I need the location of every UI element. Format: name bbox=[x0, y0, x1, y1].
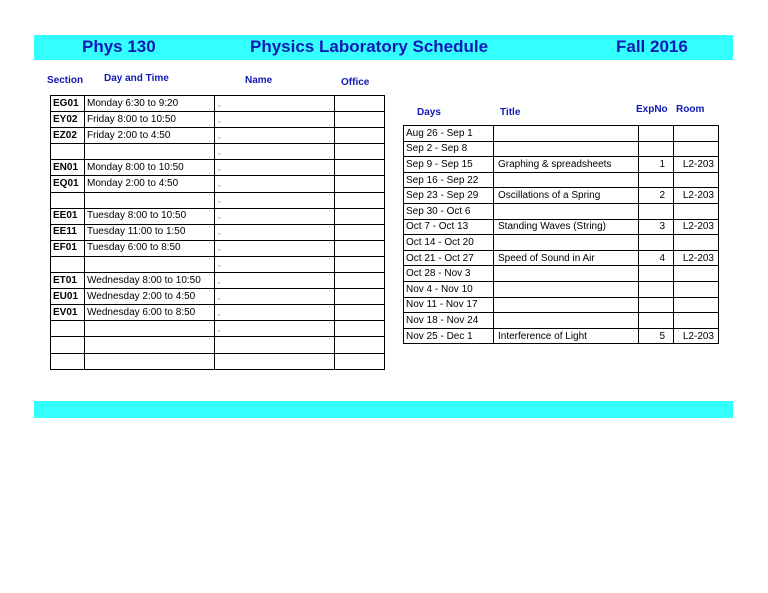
instructor-name: , bbox=[215, 128, 335, 144]
experiment-number bbox=[639, 281, 674, 297]
section-time: Tuesday 6:00 to 8:50 bbox=[85, 240, 215, 256]
schedule-row bbox=[404, 219, 719, 235]
lab-room: L2-203 bbox=[674, 250, 719, 266]
lab-room: L2-203 bbox=[674, 157, 719, 173]
instructor-office bbox=[335, 273, 385, 289]
week-range: Sep 16 - Sep 22 bbox=[404, 172, 494, 188]
section-time bbox=[85, 321, 215, 337]
section-code bbox=[51, 337, 85, 353]
experiment-number: 4 bbox=[639, 250, 674, 266]
section-row bbox=[51, 240, 385, 256]
section-row bbox=[51, 192, 385, 208]
section-time bbox=[85, 337, 215, 353]
room-header: Room bbox=[676, 104, 705, 115]
days-header: Days bbox=[417, 107, 441, 118]
instructor-name: , bbox=[215, 176, 335, 192]
instructor-name: , bbox=[215, 144, 335, 160]
instructor-office bbox=[335, 289, 385, 305]
schedule-row bbox=[404, 126, 719, 142]
week-range: Sep 23 - Sep 29 bbox=[404, 188, 494, 204]
section-row bbox=[51, 208, 385, 224]
instructor-office bbox=[335, 353, 385, 369]
section-row bbox=[51, 256, 385, 272]
experiment-title bbox=[494, 281, 639, 297]
section-table bbox=[50, 95, 385, 370]
week-range: Nov 11 - Nov 17 bbox=[404, 297, 494, 313]
week-range: Oct 28 - Nov 3 bbox=[404, 266, 494, 282]
section-time: Wednesday 6:00 to 8:50 bbox=[85, 305, 215, 321]
experiment-title bbox=[494, 297, 639, 313]
experiment-title bbox=[494, 172, 639, 188]
schedule-row bbox=[404, 157, 719, 173]
experiment-number bbox=[639, 266, 674, 282]
section-row bbox=[51, 160, 385, 176]
instructor-name: , bbox=[215, 289, 335, 305]
instructor-office bbox=[335, 321, 385, 337]
lab-room bbox=[674, 297, 719, 313]
week-range: Sep 2 - Sep 8 bbox=[404, 141, 494, 157]
experiment-number bbox=[639, 235, 674, 251]
experiment-number bbox=[639, 297, 674, 313]
office-header: Office bbox=[341, 77, 370, 88]
week-range: Nov 4 - Nov 10 bbox=[404, 281, 494, 297]
instructor-office bbox=[335, 256, 385, 272]
section-time: Friday 2:00 to 4:50 bbox=[85, 128, 215, 144]
week-range: Sep 30 - Oct 6 bbox=[404, 203, 494, 219]
experiment-number bbox=[639, 126, 674, 142]
instructor-name: , bbox=[215, 96, 335, 112]
term-label: Fall 2016 bbox=[616, 37, 688, 56]
section-time: Tuesday 8:00 to 10:50 bbox=[85, 208, 215, 224]
schedule-row bbox=[404, 141, 719, 157]
instructor-name: , bbox=[215, 112, 335, 128]
experiment-title bbox=[494, 313, 639, 329]
section-time: Friday 8:00 to 10:50 bbox=[85, 112, 215, 128]
experiment-title: Interference of Light bbox=[494, 328, 639, 344]
lab-room bbox=[674, 235, 719, 251]
instructor-office bbox=[335, 160, 385, 176]
section-code bbox=[51, 321, 85, 337]
instructor-name bbox=[215, 337, 335, 353]
section-row bbox=[51, 305, 385, 321]
section-code: EV01 bbox=[51, 305, 85, 321]
instructor-office bbox=[335, 128, 385, 144]
experiment-title bbox=[494, 203, 639, 219]
section-time: Tuesday 11:00 to 1:50 bbox=[85, 224, 215, 240]
instructor-name: , bbox=[215, 208, 335, 224]
instructor-name: , bbox=[215, 273, 335, 289]
section-code: EE11 bbox=[51, 224, 85, 240]
name-header: Name bbox=[245, 75, 273, 86]
instructor-name: , bbox=[215, 256, 335, 272]
title-header: Title bbox=[500, 107, 521, 118]
lab-room bbox=[674, 141, 719, 157]
experiment-title bbox=[494, 235, 639, 251]
week-range: Oct 21 - Oct 27 bbox=[404, 250, 494, 266]
experiment-number: 1 bbox=[639, 157, 674, 173]
schedule-row bbox=[404, 172, 719, 188]
instructor-office bbox=[335, 240, 385, 256]
schedule-row bbox=[404, 266, 719, 282]
experiment-number bbox=[639, 172, 674, 188]
experiment-title: Speed of Sound in Air bbox=[494, 250, 639, 266]
lab-room bbox=[674, 203, 719, 219]
section-row bbox=[51, 128, 385, 144]
section-code: EN01 bbox=[51, 160, 85, 176]
section-header: Section bbox=[47, 75, 84, 86]
section-time bbox=[85, 192, 215, 208]
experiment-number: 3 bbox=[639, 219, 674, 235]
instructor-name: , bbox=[215, 305, 335, 321]
section-row bbox=[51, 144, 385, 160]
schedule-row bbox=[404, 281, 719, 297]
experiment-title: Oscillations of a Spring bbox=[494, 188, 639, 204]
section-row bbox=[51, 353, 385, 369]
lab-room bbox=[674, 266, 719, 282]
section-code bbox=[51, 353, 85, 369]
section-code bbox=[51, 256, 85, 272]
expno-header: ExpNo bbox=[636, 104, 668, 115]
instructor-name: , bbox=[215, 224, 335, 240]
instructor-office bbox=[335, 337, 385, 353]
section-row bbox=[51, 337, 385, 353]
section-row bbox=[51, 112, 385, 128]
experiment-title: Standing Waves (String) bbox=[494, 219, 639, 235]
instructor-name: , bbox=[215, 192, 335, 208]
experiment-number: 2 bbox=[639, 188, 674, 204]
lab-room bbox=[674, 281, 719, 297]
section-code: EY02 bbox=[51, 112, 85, 128]
week-range: Aug 26 - Sep 1 bbox=[404, 126, 494, 142]
week-range: Nov 25 - Dec 1 bbox=[404, 328, 494, 344]
experiment-title bbox=[494, 126, 639, 142]
instructor-office bbox=[335, 192, 385, 208]
section-code: ET01 bbox=[51, 273, 85, 289]
experiment-title bbox=[494, 141, 639, 157]
schedule-row bbox=[404, 313, 719, 329]
schedule-row bbox=[404, 250, 719, 266]
schedule-row bbox=[404, 188, 719, 204]
schedule-row bbox=[404, 297, 719, 313]
section-code: EG01 bbox=[51, 96, 85, 112]
experiment-number bbox=[639, 203, 674, 219]
section-time: Monday 8:00 to 10:50 bbox=[85, 160, 215, 176]
lab-room bbox=[674, 126, 719, 142]
experiment-number bbox=[639, 141, 674, 157]
instructor-office bbox=[335, 144, 385, 160]
section-time: Wednesday 8:00 to 10:50 bbox=[85, 273, 215, 289]
instructor-office bbox=[335, 224, 385, 240]
instructor-name: , bbox=[215, 160, 335, 176]
lab-room bbox=[674, 313, 719, 329]
section-code: EQ01 bbox=[51, 176, 85, 192]
instructor-office bbox=[335, 96, 385, 112]
section-code: EF01 bbox=[51, 240, 85, 256]
instructor-office bbox=[335, 305, 385, 321]
instructor-office bbox=[335, 176, 385, 192]
section-time bbox=[85, 256, 215, 272]
section-time: Monday 2:00 to 4:50 bbox=[85, 176, 215, 192]
lab-room: L2-203 bbox=[674, 328, 719, 344]
section-row bbox=[51, 273, 385, 289]
section-row bbox=[51, 176, 385, 192]
schedule-row bbox=[404, 328, 719, 344]
course-code: Phys 130 bbox=[82, 37, 156, 56]
section-row bbox=[51, 289, 385, 305]
week-range: Sep 9 - Sep 15 bbox=[404, 157, 494, 173]
lab-room: L2-203 bbox=[674, 188, 719, 204]
day-time-header: Day and Time bbox=[104, 73, 169, 84]
experiment-number: 5 bbox=[639, 328, 674, 344]
page-title: Physics Laboratory Schedule bbox=[250, 37, 489, 56]
week-range: Oct 14 - Oct 20 bbox=[404, 235, 494, 251]
section-time bbox=[85, 353, 215, 369]
instructor-name: , bbox=[215, 321, 335, 337]
section-time bbox=[85, 144, 215, 160]
title-banner bbox=[34, 35, 733, 60]
experiment-title: Graphing & spreadsheets bbox=[494, 157, 639, 173]
lab-room bbox=[674, 172, 719, 188]
footer-bar bbox=[34, 401, 733, 418]
experiment-title bbox=[494, 266, 639, 282]
week-range: Nov 18 - Nov 24 bbox=[404, 313, 494, 329]
schedule-table bbox=[403, 125, 719, 344]
section-row bbox=[51, 96, 385, 112]
schedule-row bbox=[404, 235, 719, 251]
section-code: EU01 bbox=[51, 289, 85, 305]
lab-room: L2-203 bbox=[674, 219, 719, 235]
section-code: EZ02 bbox=[51, 128, 85, 144]
section-row bbox=[51, 224, 385, 240]
instructor-office bbox=[335, 208, 385, 224]
instructor-name bbox=[215, 353, 335, 369]
schedule-row bbox=[404, 203, 719, 219]
section-code bbox=[51, 144, 85, 160]
section-time: Wednesday 2:00 to 4:50 bbox=[85, 289, 215, 305]
section-code bbox=[51, 192, 85, 208]
instructor-office bbox=[335, 112, 385, 128]
section-row bbox=[51, 321, 385, 337]
experiment-number bbox=[639, 313, 674, 329]
week-range: Oct 7 - Oct 13 bbox=[404, 219, 494, 235]
instructor-name: , bbox=[215, 240, 335, 256]
section-time: Monday 6:30 to 9:20 bbox=[85, 96, 215, 112]
section-code: EE01 bbox=[51, 208, 85, 224]
